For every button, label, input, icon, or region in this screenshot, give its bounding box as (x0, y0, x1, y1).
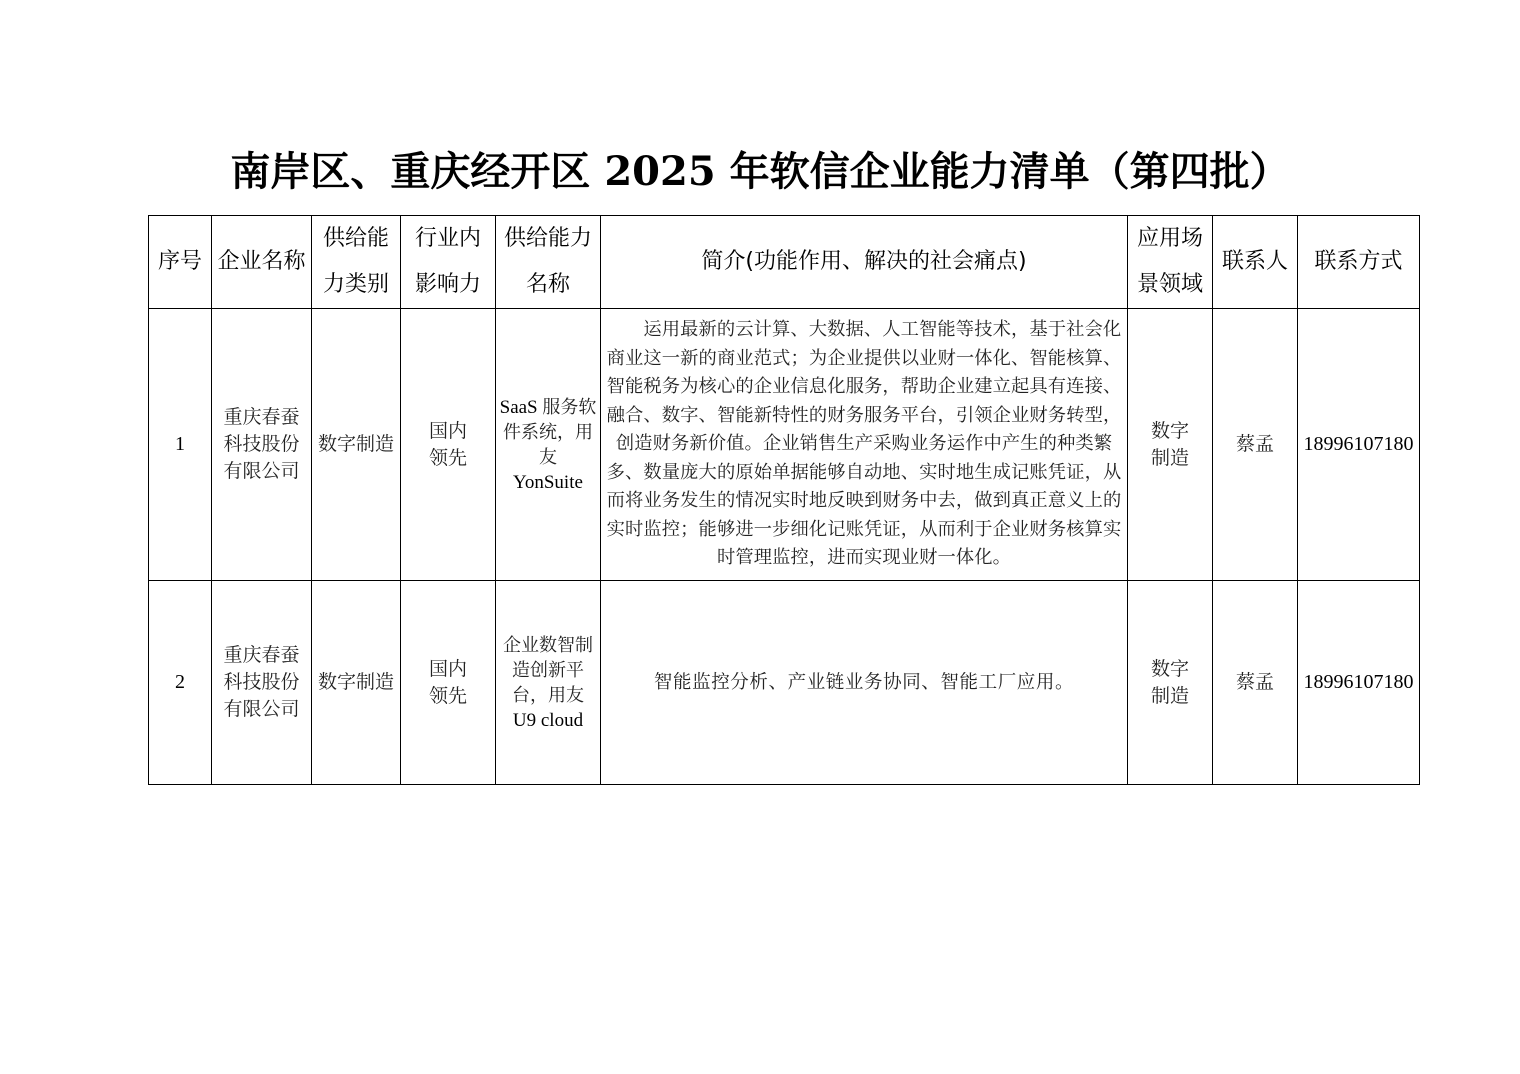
header-company: 企业名称 (212, 216, 312, 309)
row-company: 重庆春蚕科技股份有限公司 (212, 309, 312, 581)
header-description: 简介(功能作用、解决的社会痛点) (601, 216, 1128, 309)
table-header-row (149, 216, 1420, 309)
capability-mid: 服务软件系统，用友 (503, 396, 597, 468)
capability-suffix: U9 cloud (512, 709, 584, 731)
row-scenario: 数字制造 (1128, 309, 1213, 581)
row-scenario: 数字制造 (1128, 581, 1213, 785)
header-contact: 联系人 (1213, 216, 1298, 309)
row-company: 重庆春蚕科技股份有限公司 (212, 581, 312, 785)
row-index: 2 (149, 581, 212, 785)
table-row (149, 581, 1420, 785)
capability-table (148, 215, 1420, 785)
table-row (149, 309, 1420, 581)
header-scenario: 应用场景领域 (1128, 216, 1213, 309)
row-phone: 18996107180 (1298, 309, 1420, 581)
row-index: 1 (149, 309, 212, 581)
row-capability (496, 581, 601, 785)
row-influence: 国内领先 (401, 581, 496, 785)
capability-suffix: YonSuite (513, 471, 583, 493)
row-contact: 蔡孟 (1213, 581, 1298, 785)
header-category: 供给能力类别 (312, 216, 401, 309)
header-capability: 供给能力名称 (496, 216, 601, 309)
capability-mid: 企业数智制造创新平台，用友 (503, 634, 593, 706)
row-influence: 国内领先 (401, 309, 496, 581)
row-description: 智能监控分析、产业链业务协同、智能工厂应用。 (601, 581, 1128, 785)
row-phone: 18996107180 (1298, 581, 1420, 785)
row-description: 运用最新的云计算、大数据、人工智能等技术，基于社会化商业这一新的商业范式；为企业提供以业财一体化、智能核算、智能税务为核心的企业信息化服务，帮助企业建立起具有连接、融合、数字、智能新特性的财务服务平台，引领企业财务转型，创造财务新价值。企业销售生产采购业务运作中产生的种类繁多、数量庞大的原始单据能够自动地、实时地生成记账凭证，从而将业务发生的情况实时地反映到财务中去，做到真正意义上的实时监控；能够进一步细化记账凭证，从而利于企业财务核算实时管理监控，进而实现业财一体化。 (601, 309, 1128, 581)
row-category: 数字制造 (312, 581, 401, 785)
header-influence: 行业内影响力 (401, 216, 496, 309)
header-phone: 联系方式 (1298, 216, 1420, 309)
page-title: 南岸区、重庆经开区 2025 年软信企业能力清单（第四批） (230, 148, 1290, 195)
row-category: 数字制造 (312, 309, 401, 581)
row-capability (496, 309, 601, 581)
capability-prefix: SaaS (499, 396, 538, 418)
header-index: 序号 (149, 216, 212, 309)
row-contact: 蔡孟 (1213, 309, 1298, 581)
